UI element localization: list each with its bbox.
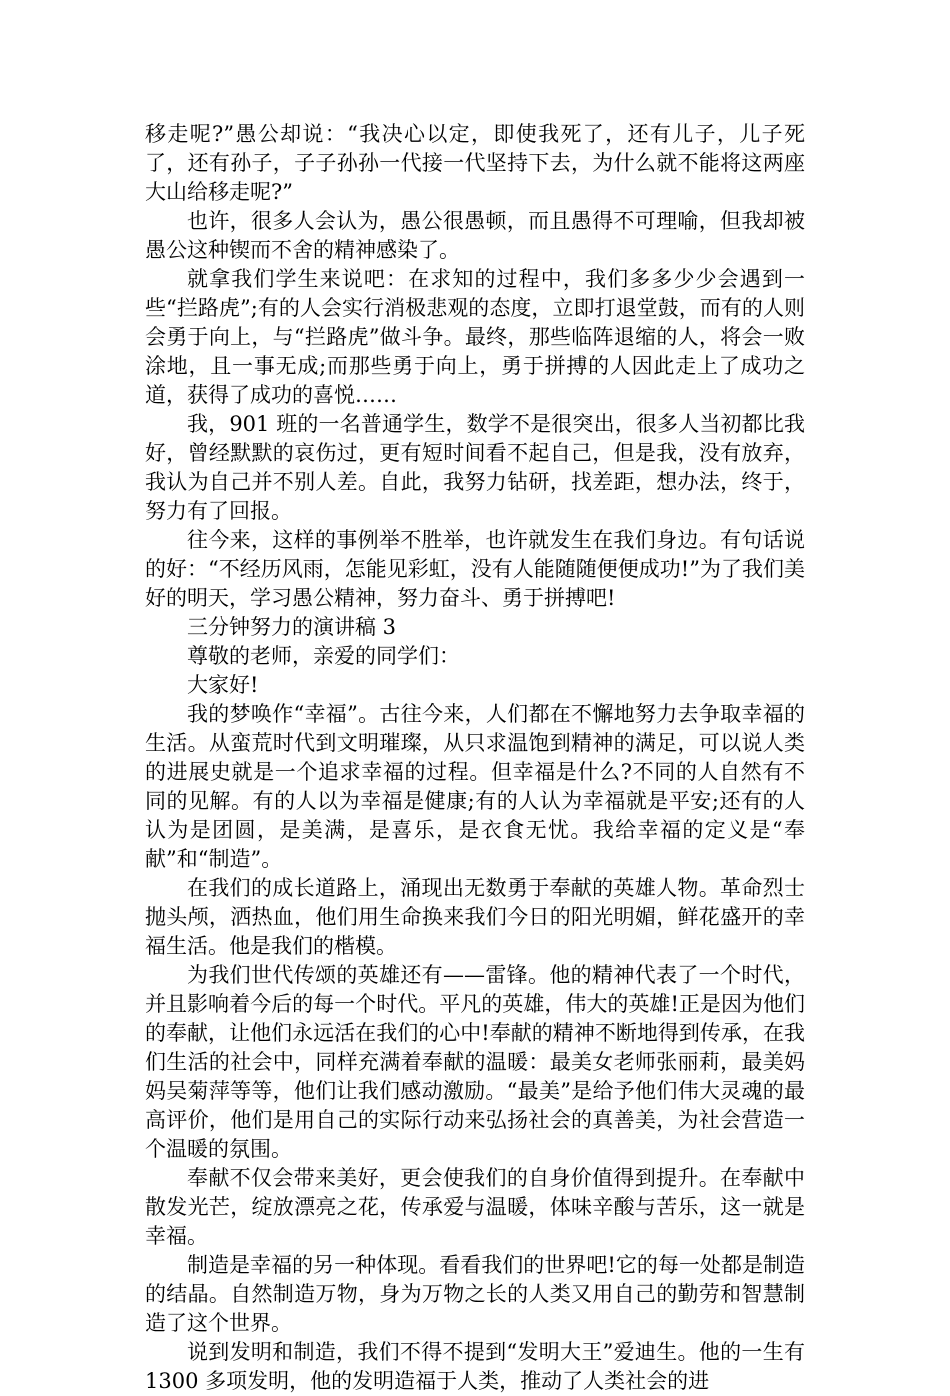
paragraph: 往今来，这样的事例举不胜举，也许就发生在我们身边。有句话说的好：“不经历风雨，怎能见彩虹，没有人能随随便便成功!”为了我们美好的明天，学习愚公精神，努力奋斗、勇于拼搏吧! (145, 528, 805, 610)
salutation: 尊敬的老师，亲爱的同学们： (187, 644, 460, 668)
paragraph: 我，901 班的一名普通学生，数学不是很突出，很多人当初都比我好，曾经默默的哀伤过，更有短时间看不起自己，但是我，没有放弃，我认为自己并不别人差。自此，我努力钻研，找差距，想办法，终于，努力有了回报。 (145, 412, 805, 523)
paragraph: 制造是幸福的另一种体现。看看我们的世界吧!它的每一处都是制造的结晶。自然制造万物，身为万物之长的人类又用自己的勤劳和智慧制造了这个世界。 (145, 1253, 805, 1335)
paragraph: 我的梦唤作“幸福”。古往今来，人们都在不懈地努力去争取幸福的生活。从蛮荒时代到文明璀璨，从只求温饱到精神的满足，可以说人类的进展史就是一个追求幸福的过程。但幸福是什么?不同的人自然有不同的见解。有的人以为幸福是健康;有的人认为幸福就是平安;还有的人认为是团圆，是美满，是喜乐，是衣食无忧。我给幸福的定义是“奉献”和“制造”。 (145, 702, 805, 871)
document-body (145, 120, 805, 1396)
greeting: 大家好! (187, 673, 259, 697)
section-title: 三分钟努力的演讲稿 3 (187, 615, 397, 639)
paragraph: 在我们的成长道路上，涌现出无数勇于奉献的英雄人物。革命烈士抛头颅，洒热血，他们用生命换来我们今日的阳光明媚，鲜花盛开的幸福生活。他是我们的楷模。 (145, 876, 805, 958)
paragraph: 说到发明和制造，我们不得不提到“发明大王”爱迪生。他的一生有 1300 多项发明，他的发明造福于人类，推动了人类社会的进 (145, 1340, 805, 1393)
paragraph-continuation: 移走呢?”愚公却说：“我决心以定，即使我死了，还有儿子，儿子死了，还有孙子，子子孙孙一代接一代坚持下去，为什么就不能将这两座大山给移走呢?” (145, 122, 805, 204)
paragraph: 为我们世代传颂的英雄还有——雷锋。他的精神代表了一个时代，并且影响着今后的每一个时代。平凡的英雄，伟大的英雄!正是因为他们的奉献，让他们永远活在我们的心中!奉献的精神不断地得到传承，在我们生活的社会中，同样充满着奉献的温暖：最美女老师张丽莉，最美妈妈吴菊萍等等，他们让我们感动激励。“最美”是给予他们伟大灵魂的最高评价，他们是用自己的实际行动来弘扬社会的真善美，为社会营造一个温暖的氛围。 (145, 963, 805, 1161)
paragraph: 就拿我们学生来说吧：在求知的过程中，我们多多少少会遇到一些“拦路虎”;有的人会实行消极悲观的态度，立即打退堂鼓，而有的人则会勇于向上，与“拦路虎”做斗争。最终，那些临阵退缩的人，将会一败涂地，且一事无成;而那些勇于向上，勇于拼搏的人因此走上了成功之道，获得了成功的喜悦…… (145, 267, 805, 407)
paragraph: 奉献不仅会带来美好，更会使我们的自身价值得到提升。在奉献中散发光芒，绽放漂亮之花，传承爱与温暖，体味辛酸与苦乐，这一就是幸福。 (145, 1166, 805, 1248)
paragraph: 也许，很多人会认为，愚公很愚顿，而且愚得不可理喻，但我却被愚公这种锲而不舍的精神感染了。 (145, 209, 805, 262)
